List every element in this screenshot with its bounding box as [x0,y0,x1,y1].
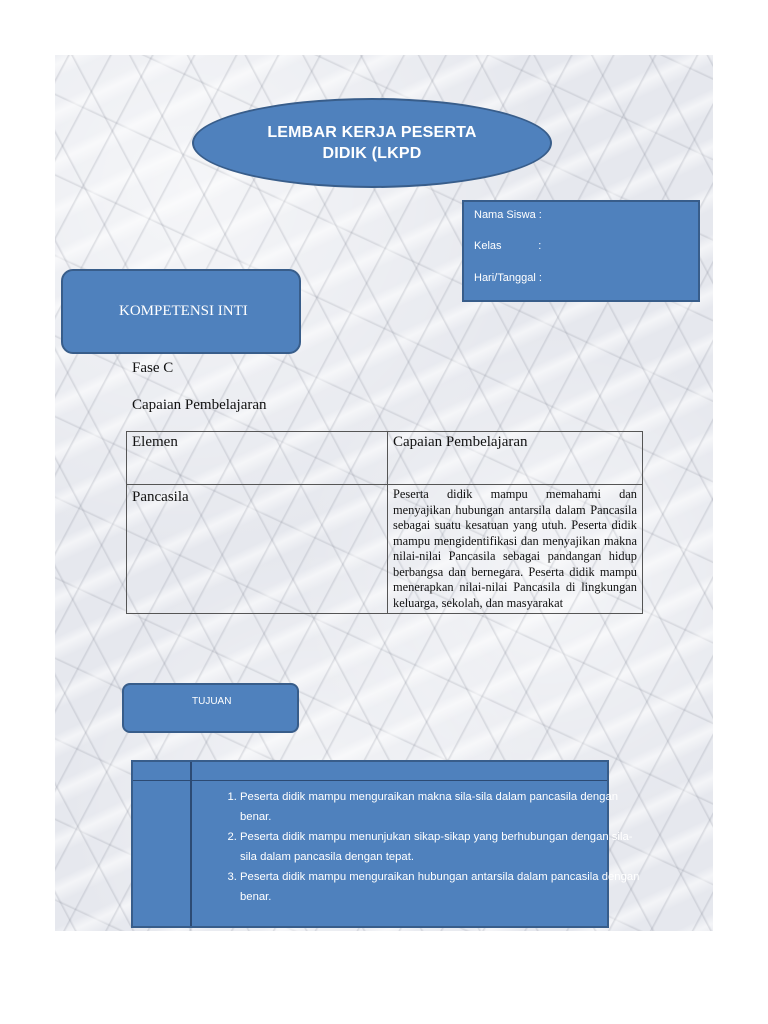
tujuan-label: TUJUAN [192,696,232,707]
list-item: 3. Peserta didik mampu menguraikan hubungan antarsila dalam pancasila dengan benar. [240,867,640,907]
student-identity-box [462,200,700,302]
capaian-table [126,431,643,614]
title-line-2: DIDIK (LKPD [322,145,422,162]
goal-box-divider-vertical [190,762,192,926]
list-item: 1. Peserta didik mampu menguraikan makna sila-sila dalam pancasila dengan benar. [240,787,640,827]
table-row [127,485,643,614]
kompetensi-inti-label: KOMPETENSI INTI [119,303,248,319]
class-label: Kelas : [474,240,542,252]
goal-box-divider-horizontal [133,780,607,781]
table-cell-capaian: Peserta didik mampu memahami dan menyajikan hubungan antarsila dalam Pancasila sebagai suatu kesatuan yang utuh. Peserta didik mampu mengidentifikasi dan menyajikan makna nilai-nilai Pancasila sebagai pandangan hidup berbangsa dan bernegara. Peserta didik mampu menerapkan nilai-nilai Pancasila di lingkungan keluarga, sekolah, dan masyarakat [388,485,643,614]
learning-goals-list [193,787,640,907]
column-header-elemen: Elemen [127,432,388,485]
date-label: Hari/Tanggal : [474,272,542,284]
table-cell-element: Pancasila [127,485,388,614]
fase-label: Fase C [132,360,174,376]
capaian-heading: Capaian Pembelajaran [132,397,267,413]
table-header-row [127,432,643,485]
list-item: 2. Peserta didik mampu menunjukan sikap-sikap yang berhubungan dengan sila-sila dalam pancasila dengan tepat. [240,827,640,867]
learning-goals-box [131,760,640,928]
title-line-1: LEMBAR KERJA PESERTA [267,124,477,141]
student-name-label: Nama Siswa : [474,209,542,221]
title-oval [192,98,552,188]
tujuan-box [122,683,299,733]
kompetensi-inti-box [61,269,301,354]
column-header-capaian: Capaian Pembelajaran [388,432,643,485]
